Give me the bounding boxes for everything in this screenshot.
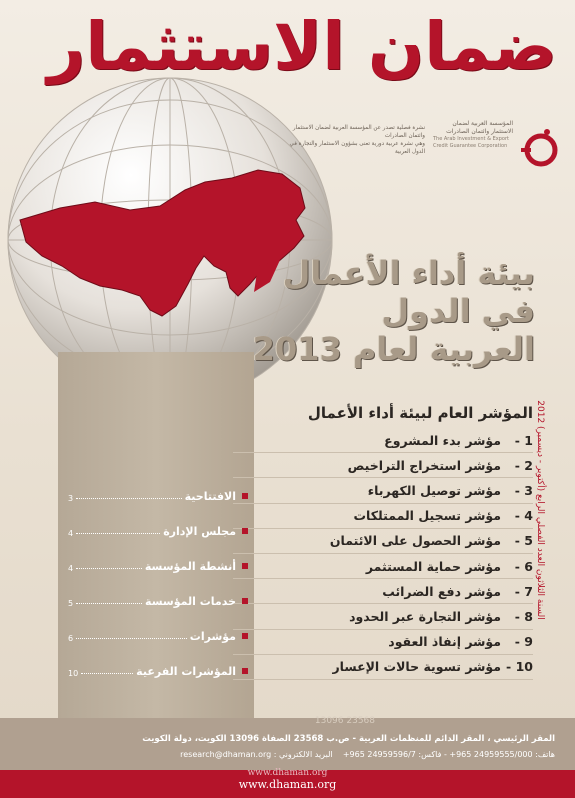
main-title: ضمان الاستثمار [47,8,557,85]
logo-text [433,120,513,150]
toc-label: أنشطة المؤسسة [144,560,236,573]
toc-item[interactable] [68,468,248,503]
footer-contact [15,750,555,759]
index-item-number: 2 - [514,457,533,473]
toc-page: 3 [68,494,74,503]
org-description-line1: نشرة فصلية تصدر عن المؤسسة العربية لضمان الاستثمار وائتمان الصادرات [292,125,425,139]
headline-line2: في الدول [381,292,535,330]
toc-leader [76,568,142,569]
index-item[interactable] [233,579,533,604]
index-item[interactable] [233,529,533,554]
index-item[interactable] [233,428,533,453]
index-item-number: 8 - [514,608,533,624]
toc-leader [81,673,133,674]
footer-phone: هاتف: 24959555/000 965+ - فاكس: 24959596/7 965+ [342,750,555,759]
square-bullet-icon [242,598,248,604]
toc-leader [76,498,182,499]
website-link[interactable]: www.dhaman.org [238,778,337,791]
logo-ar-line2: الاستثمار وائتمان الصادرات [446,128,513,135]
index-item-number: 4 - [514,508,533,524]
toc-page: 5 [68,599,74,608]
corporation-logo-icon [517,124,559,172]
toc-label: خدمات المؤسسة [145,595,236,608]
toc-page: 10 [68,669,79,678]
square-bullet-icon [242,493,248,499]
index-item[interactable] [233,604,533,629]
toc-label: الافتتاحية [184,490,236,503]
square-bullet-icon [242,633,248,639]
index-item-number: 1 - [514,432,533,448]
index-item-label: مؤشر إنفاذ العقود [388,634,501,650]
index-item[interactable] [233,655,533,680]
logo-en-line2: Credit Guarantee Corporation [433,143,508,149]
index-item-label: مؤشر حماية المستثمر [365,558,501,574]
square-bullet-icon [242,563,248,569]
footer-email-link[interactable]: research@dhaman.org [180,750,272,759]
logo-en-line1: The Arab Investment & Export [433,136,509,142]
footer-faded-numbers: 13096 23568 [314,716,375,726]
index-item[interactable] [233,554,533,579]
index-item-label: مؤشر الحصول على الائتمان [329,533,501,549]
index-item-label: مؤشر استخراج التراخيص [347,457,501,473]
index-item-number: 3 - [514,482,533,498]
index-item-label: مؤشر توصيل الكهرباء [367,482,501,498]
footer-email-label: البريد الالكتروني : [273,750,333,759]
toc-item[interactable] [68,503,248,538]
toc-page: 4 [68,529,74,538]
toc-label: مؤشرات [189,630,236,643]
index-item-number: 7 - [514,583,533,599]
index-item[interactable] [233,478,533,503]
cover-headline [252,254,535,368]
org-description [275,124,425,156]
index-item-label: مؤشر تسوية حالات الإعسار [332,659,501,675]
index-item-number: 6 - [514,558,533,574]
index-item-label: مؤشر التجارة عبر الحدود [349,608,501,624]
index-title: المؤشر العام لبيئة أداء الأعمال [307,404,533,422]
index-list [233,428,533,680]
headline-line3: العربية لعام 2013 [252,330,535,368]
toc-label: المؤشرات الفرعية [136,665,236,678]
toc-leader [76,533,160,534]
toc-item[interactable] [68,538,248,573]
toc-item[interactable] [68,608,248,643]
org-description-line2: وهي نشرة عربية دورية تعنى بشؤون الاستثمار والتجارة في الدول العربية [289,141,425,155]
toc-page: 4 [68,564,74,573]
toc-leader [76,603,142,604]
toc-item[interactable] [68,573,248,608]
table-of-contents [68,468,248,678]
logo-block [433,120,559,180]
index-item-number: 10 - [506,659,533,675]
website-ghost-text: www.dhaman.org [247,768,328,778]
logo-ar-line1: المؤسسة العربية لضمان [452,120,513,127]
index-item-label: مؤشر دفع الضرائب [382,583,501,599]
footer-band [0,718,575,770]
toc-page: 6 [68,634,74,643]
toc-item[interactable] [68,643,248,678]
issue-info-vertical: السنة الثلاثون العدد الفصلي الرابع (أكتوبر - ديسمبر) 2012 [535,400,545,620]
toc-leader [76,638,187,639]
index-item[interactable] [233,453,533,478]
index-item-label: مؤشر تسجيل الممتلكات [353,508,501,524]
index-item[interactable] [233,504,533,529]
index-item-label: مؤشر بدء المشروع [384,432,501,448]
toc-label: مجلس الإدارة [163,525,236,538]
index-item[interactable] [233,630,533,655]
square-bullet-icon [242,528,248,534]
headline-line1: بيئة أداء الأعمال [282,254,535,292]
footer-address: المقر الرئيسي ، المقر الدائم للمنظمات العربية - ص.ب 23568 الصفاة 13096 الكويت، دولة الكويت [142,734,555,744]
index-item-number: 5 - [514,533,533,549]
square-bullet-icon [242,668,248,674]
index-item-number: 9 - [514,634,533,650]
